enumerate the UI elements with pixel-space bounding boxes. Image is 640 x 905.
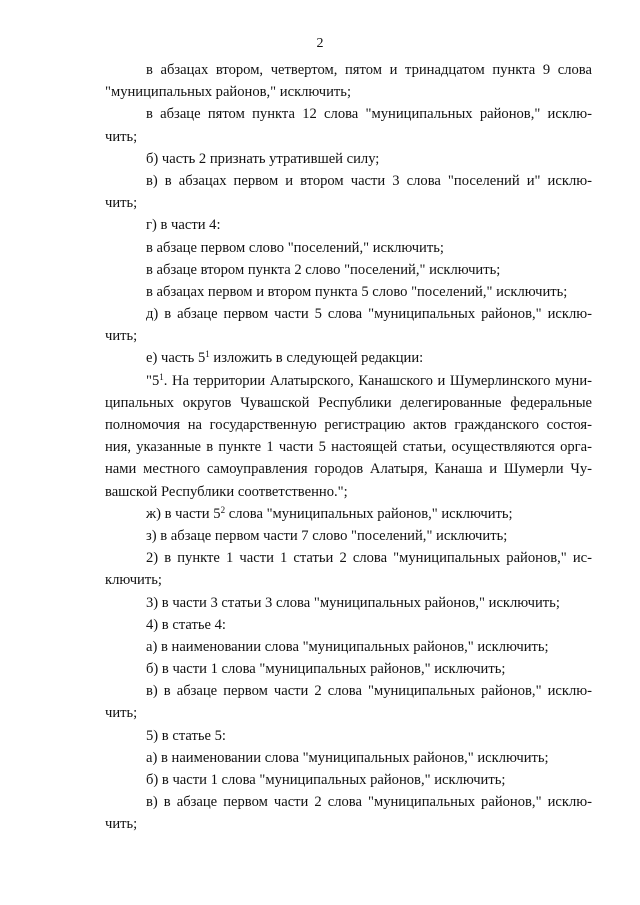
text-line: 3) в части 3 статьи 3 слова "муниципальных районов," исключить; bbox=[146, 594, 560, 611]
text-fragment: ж) в части 5 bbox=[146, 505, 221, 522]
text-fragment: слова "муниципальных районов," исключить; bbox=[225, 505, 513, 522]
text-fragment: изложить в следующей редакции: bbox=[209, 350, 424, 367]
text-line: в абзаце первом слово "поселений," исключить; bbox=[146, 239, 444, 256]
text-fragment: е) часть 5 bbox=[146, 350, 206, 367]
text-fragment: . На территории Алатырского, Канашского и Шумерлинского муни- bbox=[163, 372, 592, 389]
text-line: ципальных округов Чувашской Республики делегированные федеральные bbox=[105, 394, 592, 411]
superscript: 1 bbox=[205, 349, 210, 360]
text-line bbox=[105, 503, 592, 525]
text-line: в) в абзацах первом и втором части 3 слова "поселений и" исклю- bbox=[146, 172, 592, 189]
text-line: "муниципальных районов," исключить; bbox=[105, 84, 352, 101]
text-line: чить; bbox=[105, 816, 138, 833]
text-line: ния, указанные в пункте 1 части 5 настоящей статьи, осуществляются орга- bbox=[105, 439, 592, 456]
superscript: 1 bbox=[159, 371, 164, 382]
text-line: б) в части 1 слова "муниципальных районов," исключить; bbox=[146, 661, 506, 678]
text-line: полномочия на государственную регистрацию актов гражданского состоя- bbox=[105, 417, 592, 433]
text-line: чить; bbox=[105, 705, 138, 722]
text-line: ключить; bbox=[105, 572, 162, 589]
text-line bbox=[105, 347, 592, 369]
text-line: 5) в статье 5: bbox=[146, 727, 226, 744]
page-number: 2 bbox=[316, 36, 324, 51]
text-line: в абзацах первом и втором пункта 5 слово "поселений," исключить; bbox=[146, 283, 568, 300]
text-line: в абзаце втором пункта 2 слово "поселений," исключить; bbox=[146, 261, 501, 278]
text-line: нами местного самоуправления городов Алатыря, Канаша и Шумерли Чу- bbox=[105, 461, 592, 478]
text-line: вашской Республики соответственно."; bbox=[105, 483, 348, 500]
document-body bbox=[105, 59, 592, 836]
text-fragment: "5 bbox=[146, 372, 160, 389]
text-line: в) в абзаце первом части 2 слова "муниципальных районов," исклю- bbox=[146, 683, 592, 700]
text-line: б) часть 2 признать утратившей силу; bbox=[146, 150, 380, 167]
text-line: 2) в пункте 1 части 1 статьи 2 слова "муниципальных районов," ис- bbox=[146, 550, 592, 567]
text-line: а) в наименовании слова "муниципальных районов," исключить; bbox=[146, 638, 549, 655]
text-line: в) в абзаце первом части 2 слова "муниципальных районов," исклю- bbox=[146, 794, 592, 811]
text-line: 4) в статье 4: bbox=[146, 616, 226, 633]
text-line: а) в наименовании слова "муниципальных районов," исключить; bbox=[146, 749, 549, 766]
text-line: в абзаце пятом пункта 12 слова "муниципальных районов," исклю- bbox=[146, 106, 592, 123]
text-line: з) в абзаце первом части 7 слово "поселений," исключить; bbox=[146, 527, 508, 544]
text-line: чить; bbox=[105, 195, 138, 212]
text-line: г) в части 4: bbox=[146, 217, 221, 234]
text-line: чить; bbox=[105, 128, 138, 145]
text-line bbox=[105, 370, 592, 392]
text-line: чить; bbox=[105, 328, 138, 345]
text-line: б) в части 1 слова "муниципальных районов," исключить; bbox=[146, 772, 506, 788]
text-line: в абзацах втором, четвертом, пятом и тринадцатом пункта 9 слова bbox=[146, 62, 592, 78]
superscript: 2 bbox=[220, 504, 226, 515]
text-line: д) в абзаце первом части 5 слова "муниципальных районов," исклю- bbox=[146, 306, 592, 323]
